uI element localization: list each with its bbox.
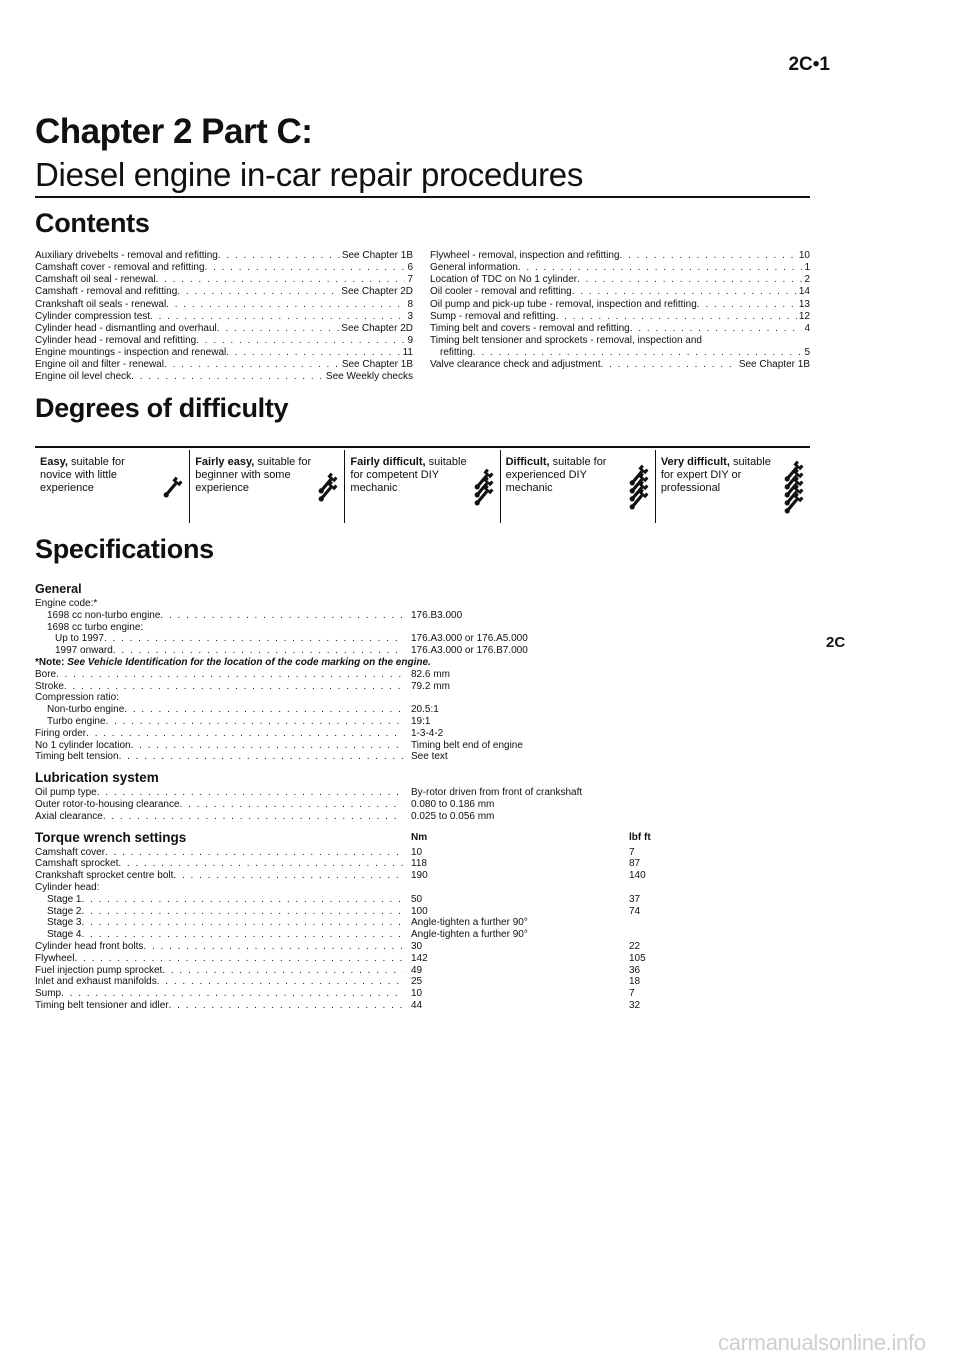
difficulty-text: suitable for beginner with some experience <box>195 456 312 494</box>
contents-entry-ref: 10 <box>798 250 810 261</box>
spec-label: Stroke <box>35 680 64 692</box>
spec-row <box>35 622 795 634</box>
contents-entry-label: Engine oil and filter - renewal <box>35 359 164 371</box>
spanner-icon <box>472 458 494 518</box>
margin-tab: 2C <box>826 634 846 651</box>
leader-dots <box>164 359 340 371</box>
difficulty-description <box>506 456 624 495</box>
difficulty-text: suitable for novice with little experience <box>40 456 125 494</box>
spec-value: Timing belt end of engine <box>411 739 523 751</box>
contents-entry-label: Flywheel - removal, inspection and refitting <box>430 250 620 261</box>
spanner-icon <box>316 458 338 518</box>
leader-dots <box>131 371 324 383</box>
spec-label: No 1 cylinder location <box>35 739 131 751</box>
spec-row <box>35 799 795 811</box>
contents-entry-ref <box>808 335 810 347</box>
difficulty-rating: Easy, <box>40 456 68 468</box>
contents-entry-ref: 2 <box>804 274 810 286</box>
lbf-value: 74 <box>629 905 641 917</box>
contents-entry <box>430 262 810 274</box>
spec-value: 176.A3.000 or 176.A5.000 <box>411 633 528 645</box>
spec-row <box>35 598 795 610</box>
spec-row <box>35 716 795 728</box>
spec-label: Flywheel <box>35 952 75 964</box>
general-heading: General <box>35 582 82 596</box>
spec-row <box>35 847 795 859</box>
spec-label: Inlet and exhaust manifolds <box>35 976 157 988</box>
contents-entry <box>430 250 810 262</box>
spec-row <box>35 988 795 1000</box>
nm-value: 10 <box>411 846 423 858</box>
difficulty-level-3 <box>344 450 499 523</box>
contents-entry-label: Cylinder head - dismantling and overhaul <box>35 322 217 334</box>
contents-entry <box>35 250 413 262</box>
spec-value: 82.6 mm <box>411 668 450 680</box>
leader-dots <box>205 262 406 274</box>
spec-row <box>35 906 795 918</box>
difficulty-level-2 <box>189 450 344 523</box>
contents-entry-label: Engine oil level check <box>35 371 132 383</box>
contents-entry-ref: See Chapter 2D <box>341 286 413 298</box>
spec-row <box>35 870 795 882</box>
lbf-value: 140 <box>629 870 646 882</box>
spec-row <box>35 633 795 645</box>
difficulty-scale <box>35 450 810 523</box>
spec-label: Stage 4 <box>47 929 82 941</box>
contents-entry-ref: 14 <box>798 286 810 298</box>
contents-entry-ref: See Chapter 1B <box>341 359 413 371</box>
footer-watermark: carmanualsonline.info <box>718 1330 926 1355</box>
contents-entry-label: Location of TDC on No 1 cylinder <box>430 274 578 286</box>
specifications-table <box>35 580 795 1012</box>
spec-label: Cylinder head: <box>35 881 100 893</box>
spec-row <box>35 728 795 740</box>
contents-entry <box>430 347 810 359</box>
contents-entry-label: General information <box>430 262 518 274</box>
spec-label: Stage 2 <box>47 905 82 917</box>
spec-label: Timing belt tension <box>35 751 119 763</box>
leader-dots <box>218 250 340 262</box>
spec-row <box>35 704 795 716</box>
contents-entry-label: Timing belt and covers - removal and refitting <box>430 322 630 334</box>
spec-row <box>35 917 795 929</box>
contents-entry-label: Oil cooler - removal and refitting <box>430 286 572 298</box>
spec-label: Timing belt tensioner and idler <box>35 999 169 1011</box>
spec-value: 0.025 to 0.056 mm <box>411 810 495 822</box>
difficulty-rating: Difficult, <box>505 456 550 468</box>
contents-entry-label: Engine mountings - inspection and renewal <box>35 347 227 359</box>
spec-row <box>35 692 795 704</box>
spec-label: 1698 cc turbo engine: <box>47 621 144 633</box>
specifications-heading: Specifications <box>35 534 214 564</box>
spec-row <box>35 645 795 657</box>
lbf-value: 7 <box>629 988 635 1000</box>
spec-row <box>35 751 795 763</box>
contents-entry-ref: 1 <box>804 262 810 274</box>
contents-entry <box>35 371 413 383</box>
contents-entry-label: Crankshaft oil seals - renewal <box>35 298 167 310</box>
chapter-title: Chapter 2 Part C: <box>35 112 313 151</box>
spec-value: 176.B3.000 <box>411 609 463 621</box>
spec-row <box>35 610 795 622</box>
contents-entry-label: Oil pump and pick-up tube - removal, inspection and refitting <box>430 298 697 310</box>
contents-entry-ref: 13 <box>798 298 810 310</box>
contents-entry <box>35 311 413 323</box>
leader-dots <box>572 286 797 298</box>
spec-value: See text <box>411 751 448 763</box>
contents-entry <box>35 335 413 347</box>
spec-label: 1997 onward <box>55 645 113 657</box>
leader-dots <box>518 262 803 274</box>
contents-entry <box>35 359 413 371</box>
leader-dots <box>702 335 808 347</box>
contents-entry-ref: 12 <box>798 310 810 322</box>
spec-label: Fuel injection pump sprocket <box>35 964 163 976</box>
contents-entry <box>430 274 810 286</box>
difficulty-rating: Very difficult, <box>660 456 730 468</box>
contents-entry-label: Camshaft oil seal - renewal <box>35 274 156 286</box>
difficulty-level-1 <box>35 450 189 523</box>
difficulty-description <box>350 456 468 495</box>
col-nm-header: Nm <box>411 831 428 843</box>
spec-value: By-rotor driven from front of crankshaft <box>411 787 583 799</box>
spanner-icon <box>627 458 649 518</box>
spec-label: Camshaft sprocket <box>35 858 119 870</box>
difficulty-heading: Degrees of difficulty <box>35 393 289 423</box>
leader-dots <box>226 347 400 359</box>
spec-value: 20.5:1 <box>411 704 439 716</box>
difficulty-text: suitable for expert DIY or professional <box>660 456 771 494</box>
contents-entry-label: refitting <box>440 347 473 359</box>
difficulty-text: suitable for competent DIY mechanic <box>350 456 467 494</box>
contents-entry-label: Cylinder head - removal and refitting <box>35 334 197 346</box>
contents-entry-ref: 8 <box>407 298 413 310</box>
spec-label: Bore <box>35 668 57 680</box>
nm-value: 190 <box>411 870 428 882</box>
contents-entry <box>35 262 413 274</box>
leader-dots <box>556 311 797 323</box>
page-number: 2C•1 <box>788 54 830 75</box>
nm-value: Angle-tighten a further 90° <box>411 929 528 941</box>
nm-value: 10 <box>411 988 423 1000</box>
contents-entry <box>430 286 810 298</box>
spec-value: 176.A3.000 or 176.B7.000 <box>411 645 528 657</box>
nm-value: 44 <box>411 999 423 1011</box>
contents-entry <box>430 311 810 323</box>
contents-entry <box>35 347 413 359</box>
spec-label: Engine code:* <box>35 598 98 609</box>
lbf-value: 87 <box>629 858 641 870</box>
contents-entry-ref: 3 <box>407 310 413 322</box>
spec-label: Non-turbo engine <box>47 704 125 716</box>
leader-dots <box>620 250 797 262</box>
contents-entry-ref: See Weekly checks <box>325 371 413 383</box>
contents-heading: Contents <box>35 208 150 238</box>
nm-value: 49 <box>411 964 423 976</box>
difficulty-level-4 <box>500 450 655 523</box>
spec-label: Stage 1 <box>47 893 82 905</box>
contents-entry-ref: 11 <box>402 347 413 359</box>
contents-entry-label: Timing belt tensioner and sprockets - removal, inspection and <box>430 334 702 346</box>
contents-entry-ref: 5 <box>804 347 810 359</box>
contents-entry-label: Cylinder compression test <box>35 310 151 322</box>
contents-entry-ref: 7 <box>407 274 413 286</box>
contents-entry-ref: 6 <box>407 262 413 274</box>
spec-note <box>35 657 795 669</box>
nm-value: 100 <box>411 905 428 917</box>
spec-row <box>35 894 795 906</box>
lbf-value: 37 <box>629 893 641 905</box>
lbf-value: 7 <box>629 846 635 858</box>
title-rule <box>35 196 810 198</box>
contents-entry <box>430 359 810 371</box>
spec-row <box>35 965 795 977</box>
leader-dots <box>600 359 736 371</box>
contents-entry-ref: 4 <box>804 322 810 334</box>
lbf-value: 105 <box>629 952 646 964</box>
spec-label: Firing order <box>35 727 87 739</box>
spec-row <box>35 1000 795 1012</box>
spec-row <box>35 929 795 941</box>
spec-label: Turbo engine <box>47 715 106 727</box>
contents-entry-label: Camshaft - removal and refitting <box>35 286 178 298</box>
difficulty-text: suitable for experienced DIY mechanic <box>505 456 607 494</box>
contents-entry-label: Camshaft cover - removal and refitting <box>35 262 205 274</box>
spec-label: 1698 cc non-turbo engine <box>47 609 161 621</box>
contents-entry <box>35 299 413 311</box>
nm-value: 142 <box>411 952 428 964</box>
contents-entry <box>35 323 413 335</box>
spec-label: Up to 1997 <box>55 633 104 645</box>
spec-label: Cylinder head front bolts <box>35 940 144 952</box>
note-text: See Vehicle Identification for the location of the code marking on the engine. <box>67 656 431 668</box>
contents-entry <box>430 335 810 347</box>
difficulty-rating: Fairly difficult, <box>350 456 426 468</box>
spec-row <box>35 858 795 870</box>
difficulty-description <box>40 456 158 495</box>
spec-row <box>35 681 795 693</box>
contents-entry-ref: See Chapter 1B <box>341 250 413 261</box>
difficulty-level-5 <box>655 450 810 523</box>
contents-right-column <box>430 250 810 371</box>
leader-dots <box>166 299 405 311</box>
spec-label: Compression ratio: <box>35 692 119 704</box>
spanner-icon <box>782 458 804 518</box>
spec-label: Sump <box>35 988 62 1000</box>
nm-value: 25 <box>411 976 423 988</box>
contents-entry-label: Auxiliary drivebelts - removal and refitting <box>35 250 218 261</box>
lbf-value: 36 <box>629 964 641 976</box>
torque-heading: Torque wrench settings <box>35 829 187 845</box>
leader-dots <box>473 347 803 359</box>
difficulty-rule <box>35 446 810 448</box>
spec-label: Axial clearance <box>35 810 103 822</box>
nm-value: 50 <box>411 893 423 905</box>
lbf-value: 32 <box>629 999 641 1011</box>
contents-entry <box>430 299 810 311</box>
spec-row <box>35 976 795 988</box>
leader-dots <box>177 286 339 298</box>
contents-entry-ref: See Chapter 2D <box>341 322 413 334</box>
spec-label: Outer rotor-to-housing clearance <box>35 798 180 810</box>
contents-entry <box>35 286 413 298</box>
spec-label: Camshaft cover <box>35 846 106 858</box>
spec-value: 1-3-4-2 <box>411 727 444 739</box>
spec-row <box>35 669 795 681</box>
nm-value: Angle-tighten a further 90° <box>411 917 528 929</box>
lubrication-heading: Lubrication system <box>35 770 159 786</box>
difficulty-description <box>661 456 779 495</box>
spanner-icon <box>161 458 183 518</box>
spec-row <box>35 787 795 799</box>
spec-row <box>35 811 795 823</box>
contents-entry <box>35 274 413 286</box>
contents-entry-label: Sump - removal and refitting <box>430 310 556 322</box>
spec-row <box>35 882 795 894</box>
contents-entry-label: Valve clearance check and adjustment <box>430 359 601 371</box>
spec-label: Stage 3 <box>47 917 82 929</box>
lbf-value: 18 <box>629 976 641 988</box>
contents-entry-ref: See Chapter 1B <box>738 359 810 371</box>
chapter-subtitle: Diesel engine in-car repair procedures <box>35 156 584 193</box>
nm-value: 30 <box>411 940 423 952</box>
spec-label: Oil pump type <box>35 787 97 799</box>
spec-value: 0.080 to 0.186 mm <box>411 798 495 810</box>
difficulty-rating: Fairly easy, <box>195 456 255 468</box>
nm-value: 118 <box>411 858 427 870</box>
note-prefix: *Note: <box>35 656 68 668</box>
leader-dots <box>150 311 405 323</box>
contents-left-column <box>35 250 413 384</box>
spec-value: 19:1 <box>411 715 431 727</box>
leader-dots <box>217 323 340 335</box>
leader-dots <box>577 274 802 286</box>
leader-dots <box>196 335 405 347</box>
spec-row <box>35 740 795 752</box>
contents-entry-ref: 9 <box>407 334 413 346</box>
spec-label: Crankshaft sprocket centre bolt <box>35 870 174 882</box>
difficulty-description <box>195 456 313 495</box>
leader-dots <box>156 274 406 286</box>
leader-dots <box>630 323 803 335</box>
torque-header-row <box>35 829 795 847</box>
spec-value: 79.2 mm <box>411 680 450 692</box>
lbf-value: 22 <box>629 940 641 952</box>
col-lbf-header: lbf ft <box>629 831 651 843</box>
leader-dots <box>697 299 797 311</box>
spec-row <box>35 953 795 965</box>
spec-row <box>35 941 795 953</box>
contents-entry <box>430 323 810 335</box>
